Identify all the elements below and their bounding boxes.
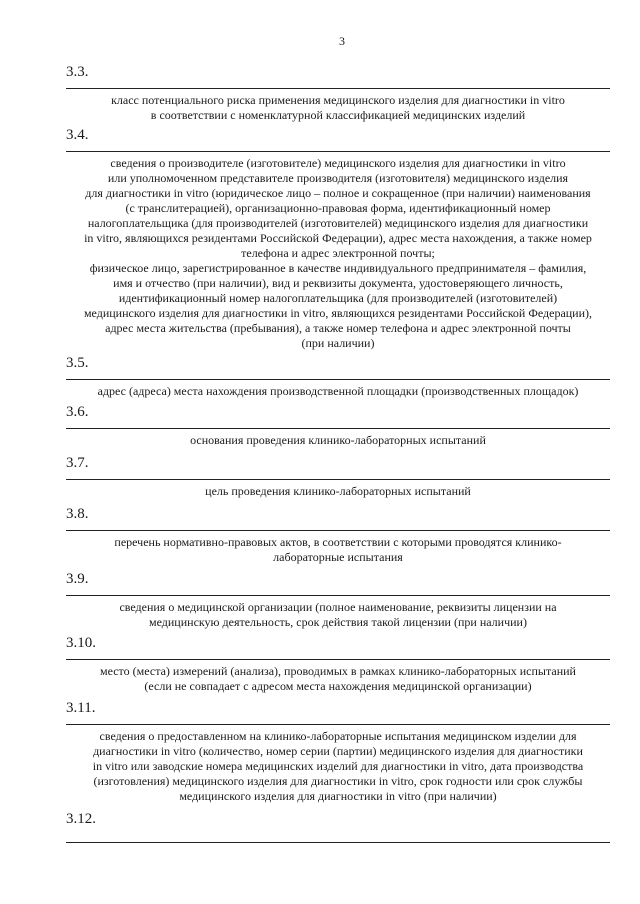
page-number: 3 xyxy=(339,34,345,48)
section-3-9 xyxy=(66,571,610,630)
section-3-8 xyxy=(66,506,610,565)
fill-line xyxy=(66,595,610,596)
section-3-5 xyxy=(66,355,610,399)
section-number: 3.4. xyxy=(66,127,89,143)
section-3-12 xyxy=(66,811,610,843)
section-number: 3.12. xyxy=(66,811,96,827)
section-number: 3.7. xyxy=(66,455,89,471)
fill-line xyxy=(66,88,610,89)
section-3-6 xyxy=(66,404,610,448)
section-number: 3.8. xyxy=(66,506,89,522)
field-caption: цель проведения клинико-лабораторных испытаний xyxy=(205,484,471,498)
fill-line xyxy=(66,724,610,725)
field-caption: сведения о производителе (изготовителе) медицинского изделия для диагностики in vitro или уполномоченном представителе производителя (изготовителя) медицинского изделия для диагностики in vitro (юридическое лицо – полное и сокращенное (при наличии) наименования (с транслитерацией), организационно-правовая форма, идентификационный номер налогоплательщика (для производителей (изготовителей) медицинского изделия для диагностики in vitro, являющихся резидентами Российской Федерации), адрес места нахождения, а также номер телефона и адрес электронной почты; физическое лицо, зарегистрированное в качестве индивидуального предпринимателя – фамилия, имя и отчество (при наличии), вид и реквизиты документа, удостоверяющего личность, идентификационный номер налогоплательщика (для производителей (изготовителей) медицинского изделия для диагностики in vitro, являющихся резидентами Российской Федерации), адрес места жительства (пребывания), а также номер телефона и адрес электронной почты (при наличии) xyxy=(83,156,593,350)
fill-line xyxy=(66,379,610,380)
field-caption: перечень нормативно-правовых актов, в соответствии с которыми проводятся клинико- лабораторные испытания xyxy=(114,535,562,564)
section-3-4 xyxy=(66,127,610,351)
field-caption: адрес (адреса) места нахождения производственной площадки (производственных площадок) xyxy=(97,384,579,398)
fill-line xyxy=(66,428,610,429)
field-caption: основания проведения клинико-лабораторных испытаний xyxy=(190,433,486,447)
section-3-11 xyxy=(66,700,610,804)
section-number: 3.6. xyxy=(66,404,89,420)
fill-line xyxy=(66,151,610,152)
section-3-3 xyxy=(66,64,610,123)
fill-line xyxy=(66,659,610,660)
fill-line xyxy=(66,479,610,480)
section-number: 3.11. xyxy=(66,700,96,716)
field-caption: класс потенциального риска применения медицинского изделия для диагностики in vitro в соответствии с номенклатурной классификацией медицинских изделий xyxy=(111,93,565,122)
section-number: 3.9. xyxy=(66,571,89,587)
section-number: 3.10. xyxy=(66,635,96,651)
field-caption: сведения о предоставленном на клинико-лабораторные испытания медицинском изделии для диагностики in vitro (количество, номер серии (партии) медицинского изделия для диагностики in vitro или заводские номера медицинских изделий для диагностики in vitro, дата производства (изготовления) медицинского изделия для диагностики in vitro, срок годности или срок службы медицинского изделия для диагностики in vitro (при наличии) xyxy=(92,729,584,803)
section-3-10 xyxy=(66,635,610,694)
fill-line xyxy=(66,530,610,531)
fill-line xyxy=(66,842,610,843)
field-caption: сведения о медицинской организации (полное наименование, реквизиты лицензии на медицинскую деятельность, срок действия такой лицензии (при наличии) xyxy=(119,600,557,629)
field-caption: место (места) измерений (анализа), проводимых в рамках клинико-лабораторных испытаний (если не совпадает с адресом места нахождения медицинской организации) xyxy=(100,664,576,693)
section-number: 3.3. xyxy=(66,64,89,80)
section-3-7 xyxy=(66,455,610,499)
section-number: 3.5. xyxy=(66,355,89,371)
